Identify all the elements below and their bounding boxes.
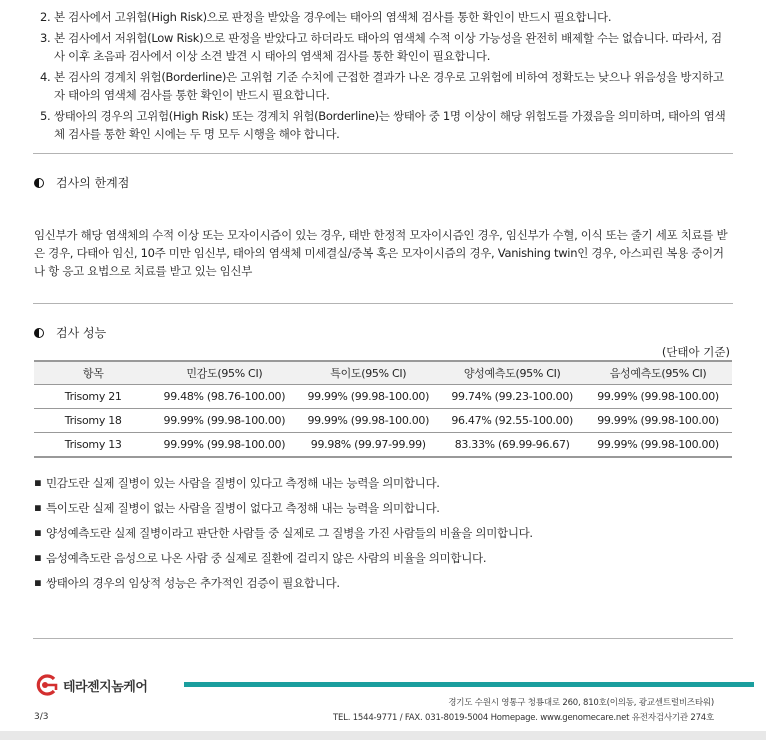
note-item: 3. 본 검사에서 저위험(Low Risk)으로 판정을 받았다고 하더라도 태아의 염색체 수적 이상 가능성을 완전히 배제할 수는 없습니다. 따라서, 검사 이후 초음파 검사에서 이상 소견 발견 시 태아의 염색체 검사를 통한 확인이 필요합니다. — [40, 31, 722, 63]
table-row — [34, 385, 732, 409]
footer-contact: TEL. 1544-9771 / FAX. 031-8019-5004 Homepage. www.genomecare.net 유전자검사기관 274호 — [333, 713, 714, 723]
column-header: 특이도(95% CI) — [296, 361, 440, 385]
bullet-icon: ▪ — [34, 575, 42, 589]
list-item: ▪ 음성예측도란 음성으로 나온 사람 중 실제로 질환에 걸리지 않은 사람의 비율을 의미합니다. — [34, 550, 533, 575]
list-item: ▪ 민감도란 실제 질병이 있는 사람을 질병이 있다고 측정해 내는 능력을 의미합니다. — [34, 475, 533, 500]
note-item: 2. 본 검사에서 고위험(High Risk)으로 판정을 받았을 경우에는 태아의 염색체 검사를 통한 확인이 반드시 필요합니다. — [40, 10, 612, 24]
performance-section-title: 검사 성능 — [34, 324, 106, 341]
table-cell: 99.98% (99.97-99.99) — [296, 433, 440, 458]
table-cell: 83.33% (69.99-96.67) — [440, 433, 584, 458]
table-cell: 99.99% (99.98-100.00) — [152, 409, 296, 433]
table-cell: Trisomy 13 — [34, 433, 152, 458]
unit-label: (단태아 기준) — [661, 345, 730, 359]
column-header: 민감도(95% CI) — [152, 361, 296, 385]
half-circle-icon — [34, 328, 44, 338]
table-cell: 99.99% (99.98-100.00) — [584, 433, 732, 458]
table-cell: Trisomy 18 — [34, 409, 152, 433]
bullet-icon: ▪ — [34, 550, 42, 564]
notes-list — [40, 8, 732, 146]
table-cell: 99.74% (99.23-100.00) — [440, 385, 584, 409]
footer-accent-bar — [184, 682, 754, 687]
list-item: ▪ 특이도란 실제 질병이 없는 사람을 질병이 없다고 측정해 내는 능력을 의미합니다. — [34, 500, 533, 525]
page-number: 3/3 — [34, 712, 49, 722]
company-name: 테라젠지놈케어 — [63, 679, 148, 695]
table-header-row — [34, 361, 732, 385]
table-cell: Trisomy 21 — [34, 385, 152, 409]
half-circle-icon — [34, 178, 44, 188]
logo-mark-icon — [34, 674, 60, 696]
list-item: ▪ 쌍태아의 경우의 임상적 성능은 추가적인 검증이 필요합니다. — [34, 575, 533, 600]
table-cell: 99.99% (99.98-100.00) — [584, 409, 732, 433]
bullet-icon: ▪ — [34, 525, 42, 539]
bottom-band — [0, 731, 766, 740]
limits-section-title: 검사의 한계점 — [34, 174, 129, 191]
table-cell: 99.99% (99.98-100.00) — [152, 433, 296, 458]
list-item: ▪ 양성예측도란 실제 질병이라고 판단한 사람들 중 실제로 그 질병을 가진 사람들의 비율을 의미합니다. — [34, 525, 533, 550]
table-row — [34, 409, 732, 433]
definitions-list — [34, 475, 533, 600]
limits-text: 임신부가 해당 염색체의 수적 이상 또는 모자이시즘이 있는 경우, 태반 한정적 모자이시즘인 경우, 임신부가 수혈, 이식 또는 줄기 세포 치료를 받은 경우, 다태아 임신, 10주 미만 임신부, 태아의 염색체 미세결실/중복 혹은 모자이시즘의 경우, Vanishing twin인 경우, 아스피린 복용 중이거나 항 응고 요법으로 치료를 받고 있는 임신부 — [34, 228, 728, 278]
note-item: 4. 본 검사의 경계치 위험(Borderline)은 고위험 기준 수치에 근접한 결과가 나온 경우로 고위험에 비하여 정확도는 낮으나 위음성을 방지하고자 태아의 염색체 검사를 통한 확인이 반드시 필요합니다. — [40, 70, 724, 102]
table-cell: 99.99% (99.98-100.00) — [296, 385, 440, 409]
bullet-icon: ▪ — [34, 475, 42, 489]
company-logo — [34, 674, 147, 696]
table-row — [34, 433, 732, 458]
footer-address: 경기도 수원시 영통구 청룡대로 260, 810호(이의동, 광교센트럴비즈타워) — [448, 698, 714, 708]
note-item: 5. 쌍태아의 경우의 고위험(High Risk) 또는 경계치 위험(Borderline)는 쌍태아 중 1명 이상이 해당 위험도를 가졌음을 의미하며, 태아의 염색체 검사를 통한 확인 시에는 두 명 모두 시행을 해야 합니다. — [40, 109, 726, 141]
divider — [33, 303, 733, 304]
bullet-icon: ▪ — [34, 500, 42, 514]
column-header: 음성예측도(95% CI) — [584, 361, 732, 385]
table-cell: 99.99% (99.98-100.00) — [296, 409, 440, 433]
table-cell: 96.47% (92.55-100.00) — [440, 409, 584, 433]
table-cell: 99.99% (99.98-100.00) — [584, 385, 732, 409]
performance-table — [34, 360, 732, 458]
column-header: 양성예측도(95% CI) — [440, 361, 584, 385]
divider — [33, 153, 733, 154]
table-cell: 99.48% (98.76-100.00) — [152, 385, 296, 409]
divider — [33, 638, 733, 639]
column-header: 항목 — [34, 361, 152, 385]
